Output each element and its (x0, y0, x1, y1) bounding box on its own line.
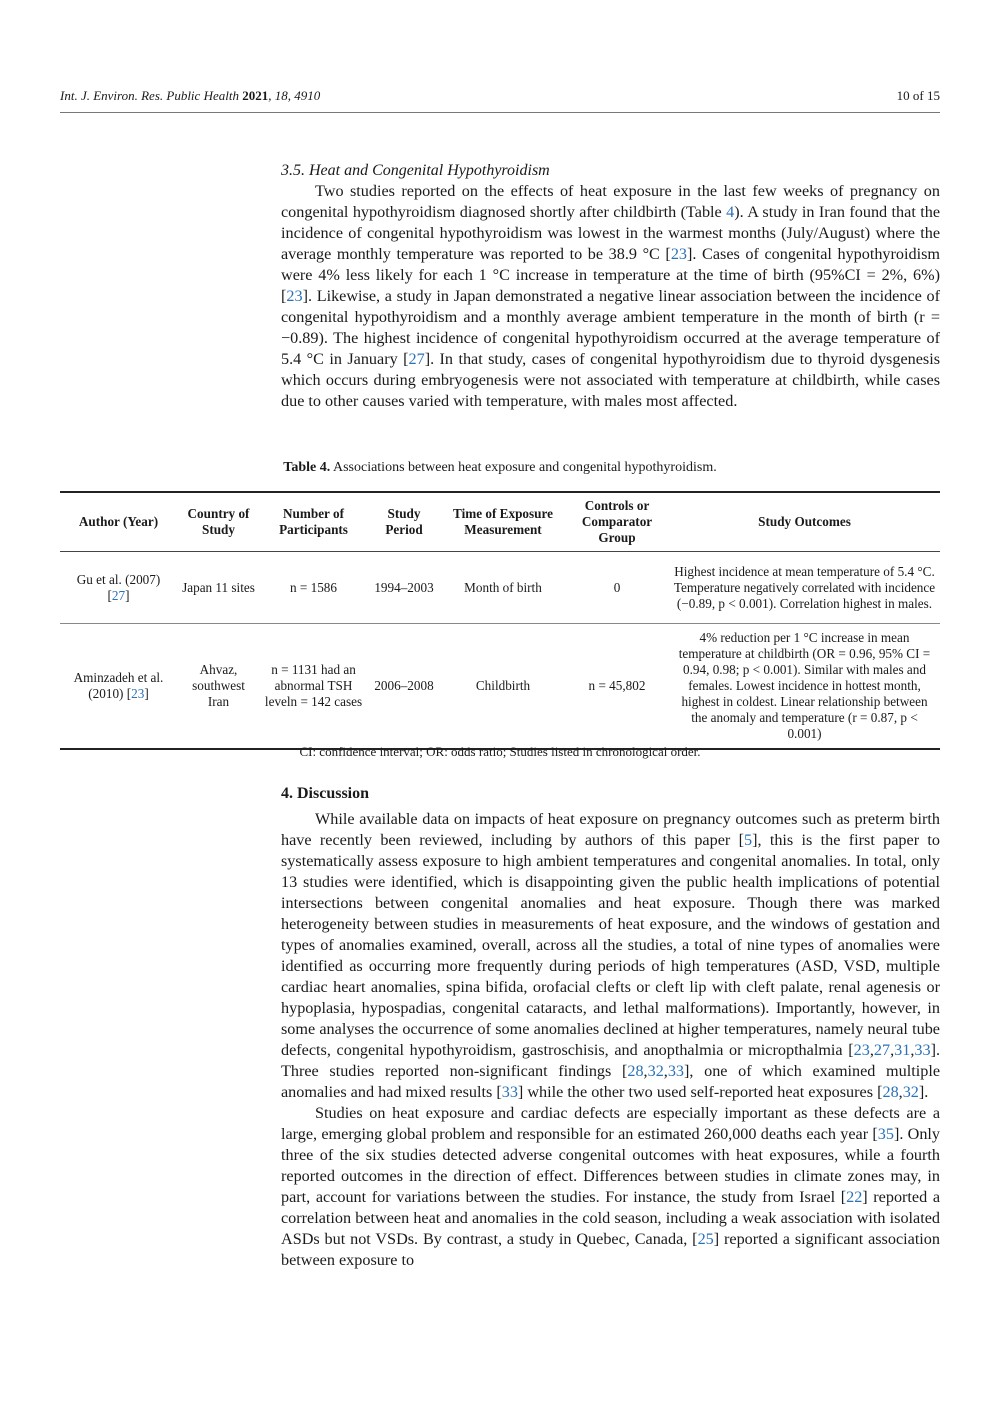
citation-link[interactable]: 22 (846, 1188, 863, 1206)
table-4 (60, 491, 940, 750)
journal-citation: Int. J. Environ. Res. Public Health 2021, 18, 4910 (60, 88, 321, 103)
author-text: Aminzadeh et al. (2010) (73, 670, 164, 701)
citation-link[interactable]: 4 (726, 203, 735, 221)
table-row (60, 624, 940, 750)
cell-outcomes: Highest incidence at mean temperature of 5.4 °C. Temperature negatively correlated with incidence (−0.89, p < 0.001). Correlation highest in males. (673, 563, 936, 611)
table-label: Table 4. (283, 460, 331, 475)
section-paragraph: Two studies reported on the effects of heat exposure in the last few weeks of pregnancy on congenital hypothyroidism diagnosed shortly after childbirth (Table 4). A study in Iran found that the incidence of congenital hypothyroidism was lowest in the warmest months (July/August) where the average monthly temperature was reported to be 38.9 °C [23]. Cases of congenital hypothyroidism were 4% less likely for each 1 °C increase in temperature at the time of birth (95%CI = 2%, 6%) [23]. Likewise, a study in Japan demonstrated a negative linear association between the incidence of congenital hypothyroidism and a monthly average ambient temperature in the month of birth (r = −0.89). The highest incidence of congenital hypothyroidism occurred at the average temperature of 5.4 °C in January [27]. In that study, cases of congenital hypothyroidism due to thyroid dysgenesis which occurs during embryogenesis were not associated with temperature at childbirth, while cases due to other causes varied with temperature, with males most affected. (281, 182, 941, 410)
cell-author: Gu et al. (2007) [27] (76, 571, 161, 603)
citation-link[interactable]: 23 (286, 287, 303, 305)
col-header-exposure-time: Time of Exposure Measurement (453, 506, 553, 537)
cell-period: 2006–2008 (374, 678, 434, 693)
table-caption-text: Associations between heat exposure and congenital hypothyroidism. (332, 460, 717, 475)
page-number: 10 of 15 (896, 88, 940, 103)
col-header-country: Country of Study (187, 506, 250, 537)
section-title: 3.5. Heat and Congenital Hypothyroidism (281, 162, 550, 179)
citation-link[interactable]: 23 (131, 686, 145, 701)
table-footnote: CI: confidence interval; OR: odds ratio; Studies listed in chronological order. (299, 744, 701, 759)
journal-name: Int. J. Environ. Res. Public Health (60, 88, 239, 103)
citation-link[interactable]: 35 (877, 1125, 894, 1143)
cell-participants: n = 1131 had an abnormal TSH leveln = 142 cases (264, 662, 363, 709)
cell-exposure-time: Month of birth (464, 579, 542, 595)
cell-country: Ahvaz, southwest Iran (192, 662, 245, 709)
col-header-outcomes: Study Outcomes (758, 514, 851, 529)
citation-link[interactable]: 28 (627, 1062, 644, 1080)
citation-link[interactable]: 31 (894, 1041, 911, 1059)
article-number: 4910 (294, 88, 321, 103)
cell-controls: 0 (613, 579, 621, 595)
citation-link[interactable]: 33 (501, 1083, 518, 1101)
journal-year: 2021 (242, 88, 269, 103)
cell-controls: n = 45,802 (588, 678, 646, 693)
col-header-controls: Controls or Comparator Group (581, 498, 653, 545)
table-caption (60, 460, 940, 476)
citation-link[interactable]: 5 (743, 831, 753, 849)
section-title: 4. Discussion (281, 785, 370, 802)
cell-exposure-time: Childbirth (475, 678, 531, 693)
cell-country: Japan 11 sites (182, 579, 255, 595)
citation-link[interactable]: 23 (853, 1041, 870, 1059)
journal-volume: 18 (274, 88, 288, 103)
table-row (60, 552, 940, 624)
citation-link[interactable]: 27 (873, 1041, 891, 1059)
citation-link[interactable]: 23 (670, 245, 688, 263)
section-paragraph: While available data on impacts of heat exposure on pregnancy outcomes such as preterm birth have recently been reviewed, including by authors of this paper [5], this is the first paper to systematically assess exposure to high ambient temperatures and congenital anomalies. In total, only 13 studies were identified, which is disappointing given the public health implications of potential intersections between congenital anomalies and heat exposure. Though there was marked heterogeneity between studies in measurements of heat exposure, and the windows of gestation and types of anomalies examined, overall, across all the studies, a total of nine types of anomalies were identified as occurring more frequently during periods of high temperatures (ASD, VSD, multiple cardiac heart anomalies, spina bifida, orofacial clefts or cleft lip with cleft palate, renal agenesis or hypoplasia, hypospadias, congenital cataracts, and lethal malformations). Importantly, however, in some analyses the occurrence of some anomalies declined at higher temperatures, namely neural tube defects, congenital hypothyroidism, gastroschisis, and anopthalmia or micropthalmia [23,27,31,33]. Three studies reported non-significant findings [28,32,33], one of which examined multiple anomalies and had mixed results [33] while the other two used self-reported heat exposures [28,32]. (281, 810, 941, 1101)
cell-participants: n = 1586 (290, 579, 337, 595)
cell-author: Aminzadeh et al. (2010) [23] (73, 670, 164, 701)
citation-link[interactable]: 33 (667, 1062, 685, 1080)
col-header-author: Author (Year) (78, 514, 159, 529)
section-paragraph: Studies on heat exposure and cardiac defects are especially important as these defects are a large, emerging global problem and responsible for an estimated 260,000 deaths each year [35]. Only three of the six studies detected adverse congenital outcomes with heat exposures, while a fourth reported outcomes in the direction of effect. Differences between studies in climate zones may, in part, account for variations between the studies. For instance, the study from Israel [22] reported a correlation between heat and anomalies in the cold season, including a weak association with isolated ASDs but not VSDs. By contrast, a study in Quebec, Canada, [25] reported a significant association between exposure to (281, 1104, 940, 1269)
author-text: Gu et al. (2007) (76, 571, 161, 587)
citation-link[interactable]: 33 (914, 1041, 931, 1059)
col-header-participants: Number of Participants (279, 506, 348, 537)
citation-link[interactable]: 32 (902, 1083, 919, 1101)
section-3-5 (281, 160, 940, 412)
citation-link[interactable]: 28 (882, 1083, 899, 1101)
col-header-period: Study Period (385, 506, 423, 537)
table-header-row (60, 492, 940, 552)
citation-link[interactable]: 27 (408, 350, 425, 368)
cell-period: 1994–2003 (374, 579, 434, 595)
header-divider (60, 112, 940, 113)
section-4 (281, 783, 940, 1271)
citation-link[interactable]: 32 (647, 1062, 664, 1080)
citation-link[interactable]: 25 (697, 1230, 714, 1248)
citation-link[interactable]: 27 (111, 587, 126, 603)
cell-outcomes: 4% reduction per 1 °C increase in mean temperature at childbirth (OR = 0.96, 95% CI = 0.94, 0.98; p < 0.001). Similar with males and females. Lowest incidence in hottest month, highest in coldest. Linear relationship between the anomaly and temperature (r = 0.87, p < 0.001) (678, 630, 931, 741)
running-header (60, 88, 940, 104)
